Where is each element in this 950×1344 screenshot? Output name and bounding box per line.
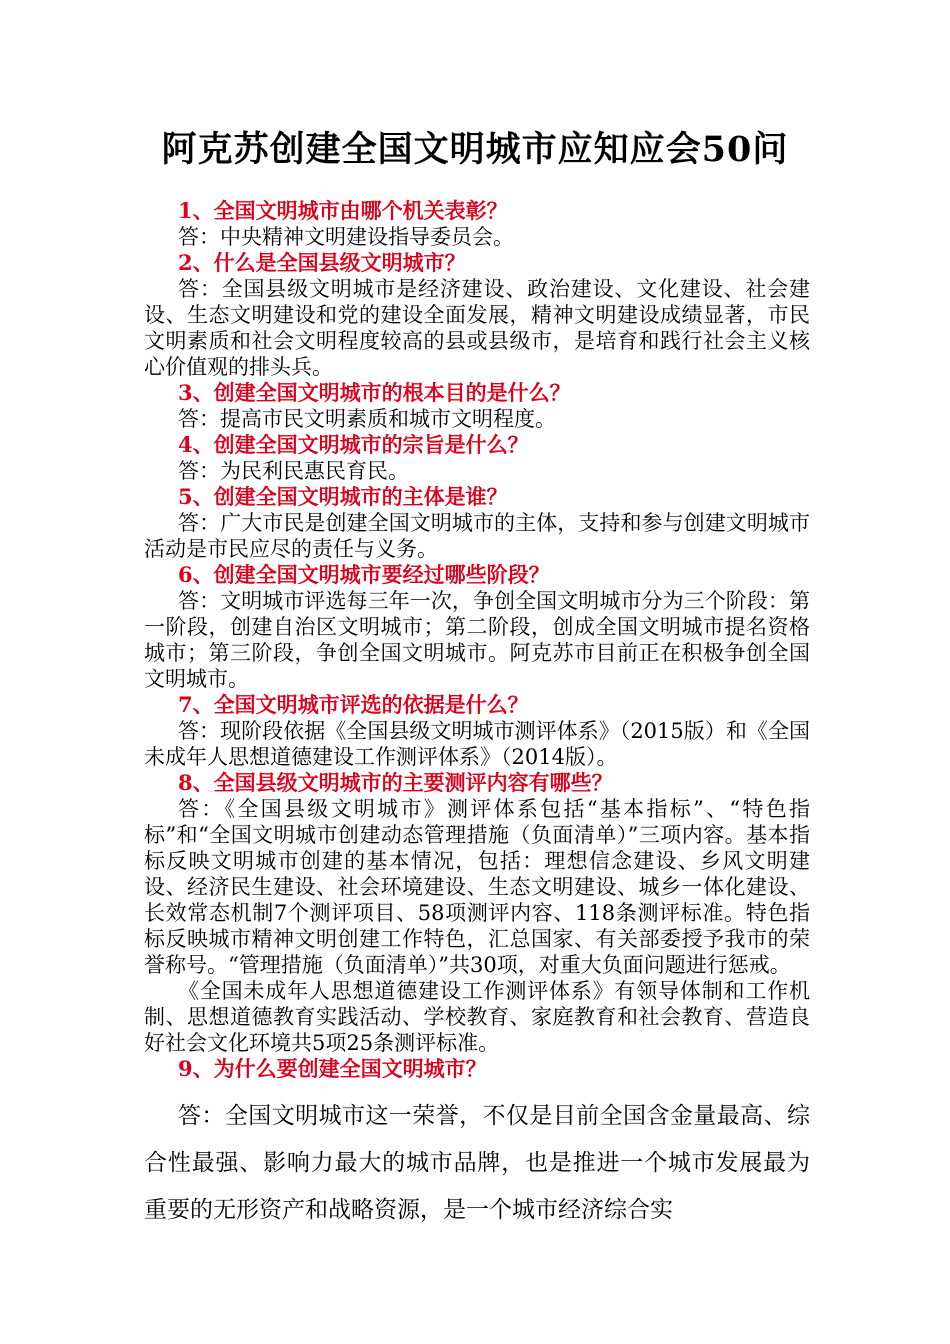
question-3: 3、创建全国文明城市的根本目的是什么？ — [178, 380, 571, 405]
answer-8: 答：《全国县级文明城市》测评体系包括“基本指标”、“特色指标”和“全国文明城市创建动态管理措施（负面清单）”三项内容。基本指标反映文明城市创建的基本情况，包括：理想信念建设、乡风文明建设、经济民生建设、社会环境建设、生态文明建设、城乡一体化建设、长效常态机制7个测评项目、58项测评内容、118条测评标准。特色指标反映城市精神文明创建工作特色，汇总国家、有关部委授予我市的荣誉称号。“管理措施（负面清单）”共30项，对重大负面问题进行惩戒。 — [144, 797, 810, 977]
document-title: 阿克苏创建全国文明城市应知应会50问 — [161, 129, 789, 170]
question-9: 9、为什么要创建全国文明城市？ — [178, 1056, 487, 1081]
answer-6: 答：文明城市评选每三年一次，争创全国文明城市分为三个阶段：第一阶段，创建自治区文明城市；第二阶段，创成全国文明城市提名资格城市；第三阶段，争创全国文明城市。阿克苏市目前正在积极争创全国文明城市。 — [144, 589, 810, 691]
question-2: 2、什么是全国县级文明城市？ — [178, 250, 466, 275]
question-6: 6、创建全国文明城市要经过哪些阶段？ — [178, 562, 550, 587]
answer-8-paragraph-2: 《全国未成年人思想道德建设工作测评体系》有领导体制和工作机制、思想道德教育实践活动、学校教育、家庭教育和社会教育、营造良好社会文化环境共5项25条测评标准。 — [144, 979, 810, 1055]
answer-1: 答：中央精神文明建设指导委员会。 — [178, 225, 514, 249]
answer-5: 答：广大市民是创建全国文明城市的主体，支持和参与创建文明城市活动是市民应尽的责任与义务。 — [144, 511, 810, 561]
question-1: 1、全国文明城市由哪个机关表彰？ — [178, 198, 508, 223]
question-4: 4、创建全国文明城市的宗旨是什么？ — [178, 432, 529, 457]
answer-4: 答：为民利民惠民育民。 — [178, 459, 409, 483]
question-7: 7、全国文明城市评选的依据是什么？ — [178, 692, 529, 717]
answer-2: 答：全国县级文明城市是经济建设、政治建设、文化建设、社会建设、生态文明建设和党的建设全面发展，精神文明建设成绩显著，市民文明素质和社会文明程度较高的县或县级市，是培育和践行社会主义核心价值观的排头兵。 — [144, 277, 810, 379]
answer-7: 答：现阶段依据《全国县级文明城市测评体系》（2015版）和《全国未成年人思想道德建设工作测评体系》（2014版）。 — [144, 719, 810, 769]
answer-9: 答：全国文明城市这一荣誉，不仅是目前全国含金量最高、综合性最强、影响力最大的城市品牌，也是推进一个城市发展最为重要的无形资产和战略资源，是一个城市经济综合实 — [144, 1103, 810, 1223]
question-5: 5、创建全国文明城市的主体是谁？ — [178, 484, 508, 509]
question-8: 8、全国县级文明城市的主要测评内容有哪些？ — [178, 770, 613, 795]
qa-list — [144, 198, 810, 1234]
answer-3: 答：提高市民文明素质和城市文明程度。 — [178, 407, 556, 431]
